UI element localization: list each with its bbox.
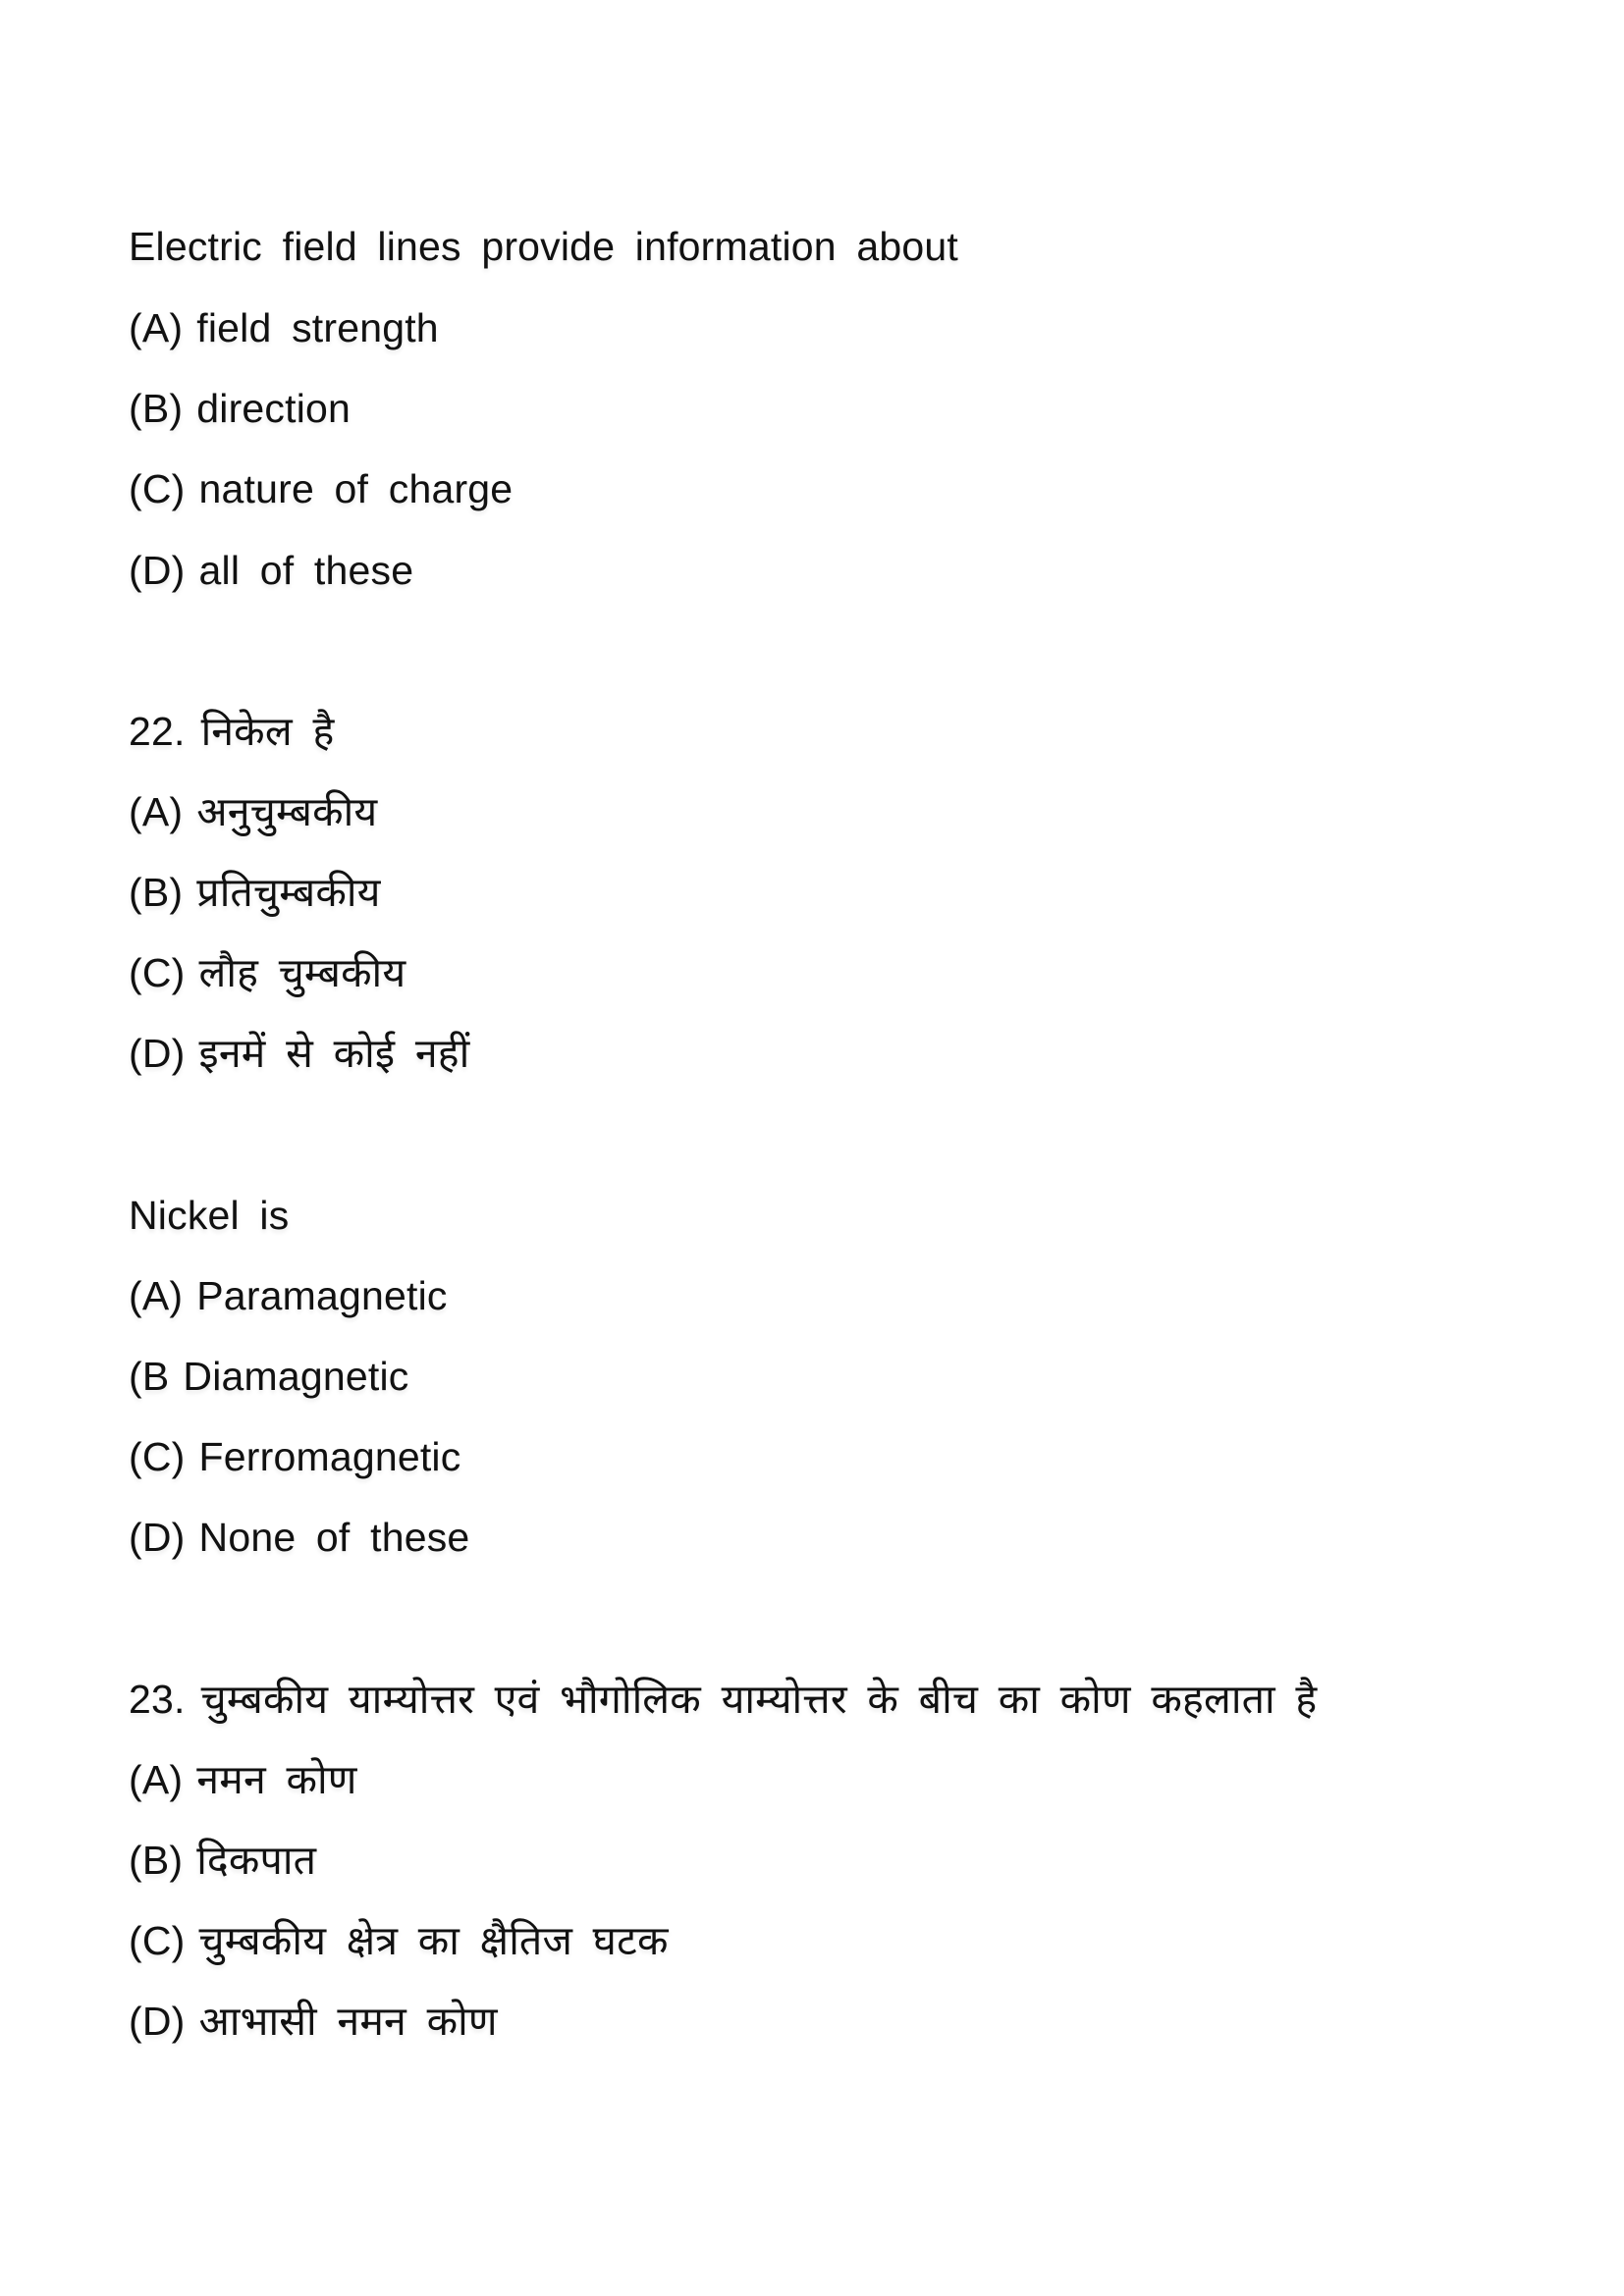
option-label: (B bbox=[129, 1354, 170, 1399]
option-text: Ferromagnetic bbox=[198, 1434, 461, 1479]
option-label: (A) bbox=[129, 789, 184, 834]
option-c bbox=[129, 943, 406, 1002]
question-text bbox=[129, 1670, 1317, 1729]
question-text bbox=[129, 702, 334, 761]
option-label: (D) bbox=[129, 548, 186, 593]
option-a bbox=[129, 1750, 357, 1809]
option-c bbox=[129, 1427, 460, 1486]
option-text: Diamagnetic bbox=[183, 1354, 409, 1399]
question-stem: Electric field lines provide information about bbox=[129, 224, 958, 269]
option-text: all of these bbox=[198, 548, 414, 593]
option-text: नमन कोण bbox=[196, 1757, 357, 1802]
question-text bbox=[129, 1186, 289, 1245]
question-stem: निकेल है bbox=[200, 709, 335, 754]
question-number: 23. bbox=[129, 1677, 186, 1722]
option-text: nature of charge bbox=[198, 466, 514, 511]
question-stem: Nickel is bbox=[129, 1193, 290, 1238]
option-d bbox=[129, 1508, 469, 1567]
option-text: direction bbox=[196, 386, 352, 431]
option-label: (A) bbox=[129, 1757, 184, 1802]
option-b bbox=[129, 1347, 409, 1406]
option-label: (B) bbox=[129, 386, 184, 431]
option-text: field strength bbox=[196, 305, 439, 350]
option-text: Paramagnetic bbox=[196, 1273, 448, 1318]
option-label: (A) bbox=[129, 305, 184, 350]
option-text: प्रतिचुम्बकीय bbox=[196, 870, 381, 915]
option-label: (C) bbox=[129, 1434, 186, 1479]
option-label: (C) bbox=[129, 1918, 186, 1963]
option-label: (D) bbox=[129, 1515, 186, 1560]
option-text: लौह चुम्बकीय bbox=[198, 950, 406, 995]
option-a bbox=[129, 298, 439, 357]
option-c bbox=[129, 459, 513, 518]
option-label: (D) bbox=[129, 1999, 186, 2044]
option-b bbox=[129, 1831, 316, 1890]
option-text: None of these bbox=[198, 1515, 470, 1560]
option-b bbox=[129, 863, 381, 922]
option-a bbox=[129, 1266, 448, 1325]
option-d bbox=[129, 541, 413, 600]
option-d bbox=[129, 1024, 469, 1083]
question-stem: चुम्बकीय याम्योत्तर एवं भौगोलिक याम्योत्तर के बीच का कोण कहलाता है bbox=[200, 1677, 1318, 1722]
option-text: दिकपात bbox=[196, 1838, 317, 1883]
option-a bbox=[129, 782, 377, 841]
option-label: (C) bbox=[129, 466, 186, 511]
option-text: अनुचुम्बकीय bbox=[196, 789, 378, 834]
option-label: (B) bbox=[129, 870, 184, 915]
option-d bbox=[129, 1992, 498, 2051]
option-text: इनमें से कोई नहीं bbox=[198, 1031, 470, 1076]
option-b bbox=[129, 379, 351, 438]
question-text bbox=[129, 217, 958, 276]
option-text: आभासी नमन कोण bbox=[198, 1999, 498, 2044]
option-label: (D) bbox=[129, 1031, 186, 1076]
option-label: (C) bbox=[129, 950, 186, 995]
option-label: (A) bbox=[129, 1273, 184, 1318]
option-c bbox=[129, 1911, 669, 1970]
option-text: चुम्बकीय क्षेत्र का क्षैतिज घटक bbox=[198, 1918, 669, 1963]
option-label: (B) bbox=[129, 1838, 184, 1883]
question-number: 22. bbox=[129, 709, 186, 754]
